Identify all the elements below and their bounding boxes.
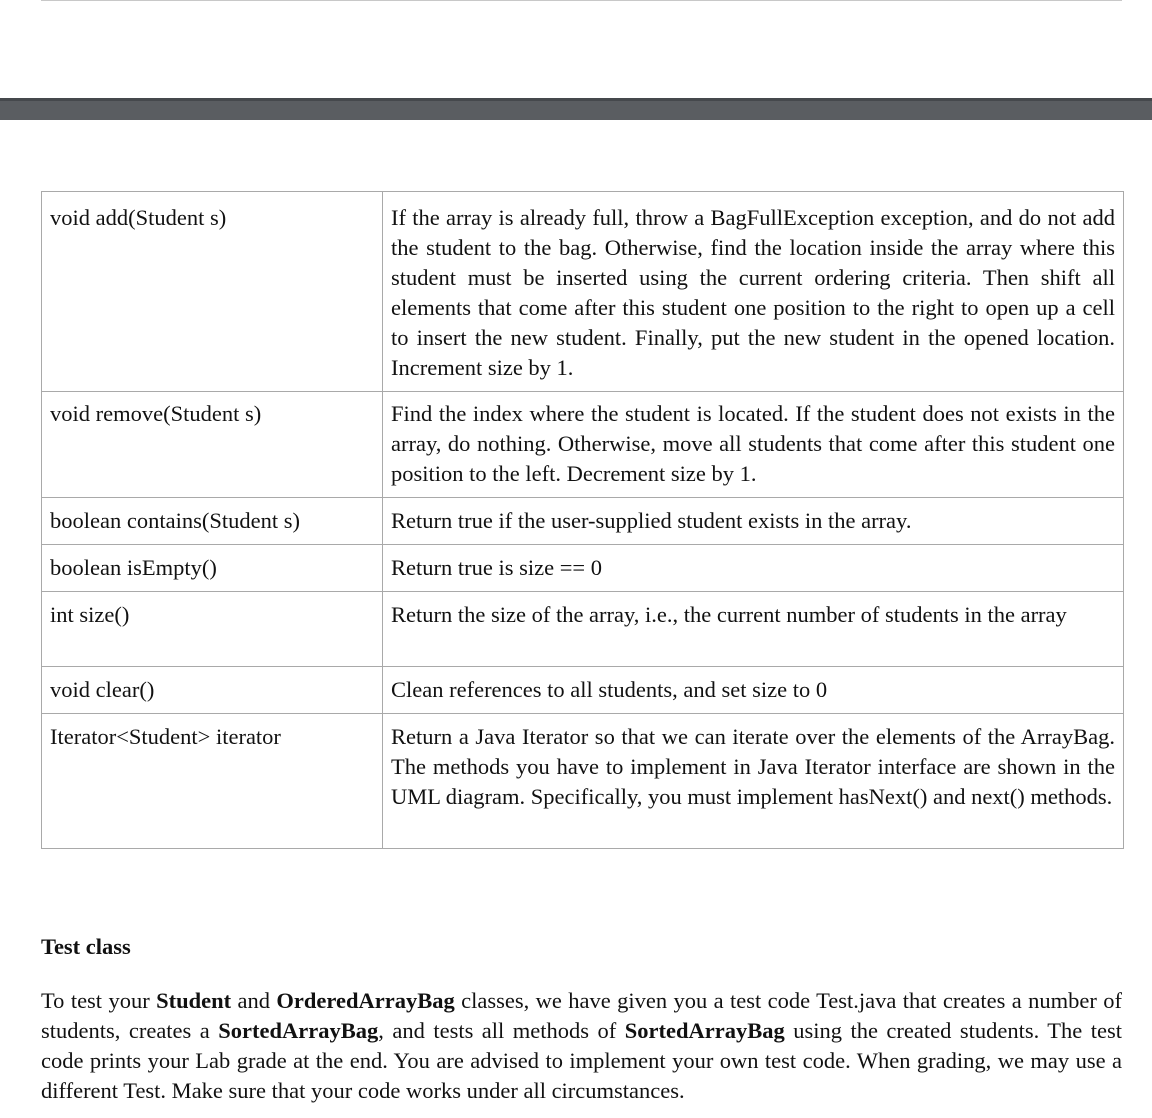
table-row: [42, 592, 1124, 667]
method-description: Find the index where the student is located. If the student does not exists in the array, do nothing. Otherwise, move all students that come after this student one position to the left. Decrement size by 1.: [383, 392, 1124, 498]
page-separator-edge: [0, 98, 1152, 101]
method-signature: boolean isEmpty(): [42, 545, 383, 592]
table-row: [42, 392, 1124, 498]
method-signature: int size(): [42, 592, 383, 667]
top-rule-tick: [382, 0, 383, 1]
class-name-sortedarraybag: SortedArrayBag: [218, 1018, 379, 1043]
paragraph-text: classes, we have given you a test code Test.java that creates a number of students, creates a: [41, 988, 1122, 1043]
class-name-student: Student: [156, 988, 232, 1013]
table-row: [42, 667, 1124, 714]
table-row: [42, 545, 1124, 592]
class-name-sortedarraybag: SortedArrayBag: [624, 1018, 785, 1043]
paragraph-text: , and tests all methods of: [378, 1018, 625, 1043]
method-signature: void remove(Student s): [42, 392, 383, 498]
method-description: Return true is size == 0: [383, 545, 1124, 592]
method-description: Return a Java Iterator so that we can iterate over the elements of the ArrayBag. The methods you have to implement in Java Iterator interface are shown in the UML diagram. Specifically, you must implement hasNext() and next() methods.: [383, 714, 1124, 849]
table-row: [42, 192, 1124, 392]
paragraph-text: and: [231, 988, 277, 1013]
method-description: If the array is already full, throw a BagFullException exception, and do not add the student to the bag. Otherwise, find the location inside the array where this student must be inserted using the current ordering criteria. Then shift all elements that come after this student one position to the right to open up a cell to insert the new student. Finally, put the new student in the opened location. Increment size by 1.: [383, 192, 1124, 392]
paragraph-text: using the created students. The test code prints your Lab grade at the end. You are advised to implement your own test code. When grading, we may use a different Test. Make sure that your code works under all circumstances.: [41, 1018, 1122, 1103]
methods-table: [41, 191, 1124, 849]
paragraph-text: To test your: [41, 988, 157, 1013]
top-page-rule: [41, 0, 1122, 1]
method-signature: Iterator<Student> iterator: [42, 714, 383, 849]
page-separator: [0, 98, 1152, 120]
method-description: Return true if the user-supplied student exists in the array.: [383, 498, 1124, 545]
method-signature: void add(Student s): [42, 192, 383, 392]
method-signature: void clear(): [42, 667, 383, 714]
test-class-paragraph: [41, 986, 1122, 1106]
table-row: [42, 714, 1124, 849]
method-description: Clean references to all students, and set size to 0: [383, 667, 1124, 714]
class-name-orderedarraybag: OrderedArrayBag: [276, 988, 455, 1013]
method-description: Return the size of the array, i.e., the current number of students in the array: [383, 592, 1124, 667]
method-signature: boolean contains(Student s): [42, 498, 383, 545]
table-row: [42, 498, 1124, 545]
test-class-heading: Test class: [41, 934, 131, 959]
